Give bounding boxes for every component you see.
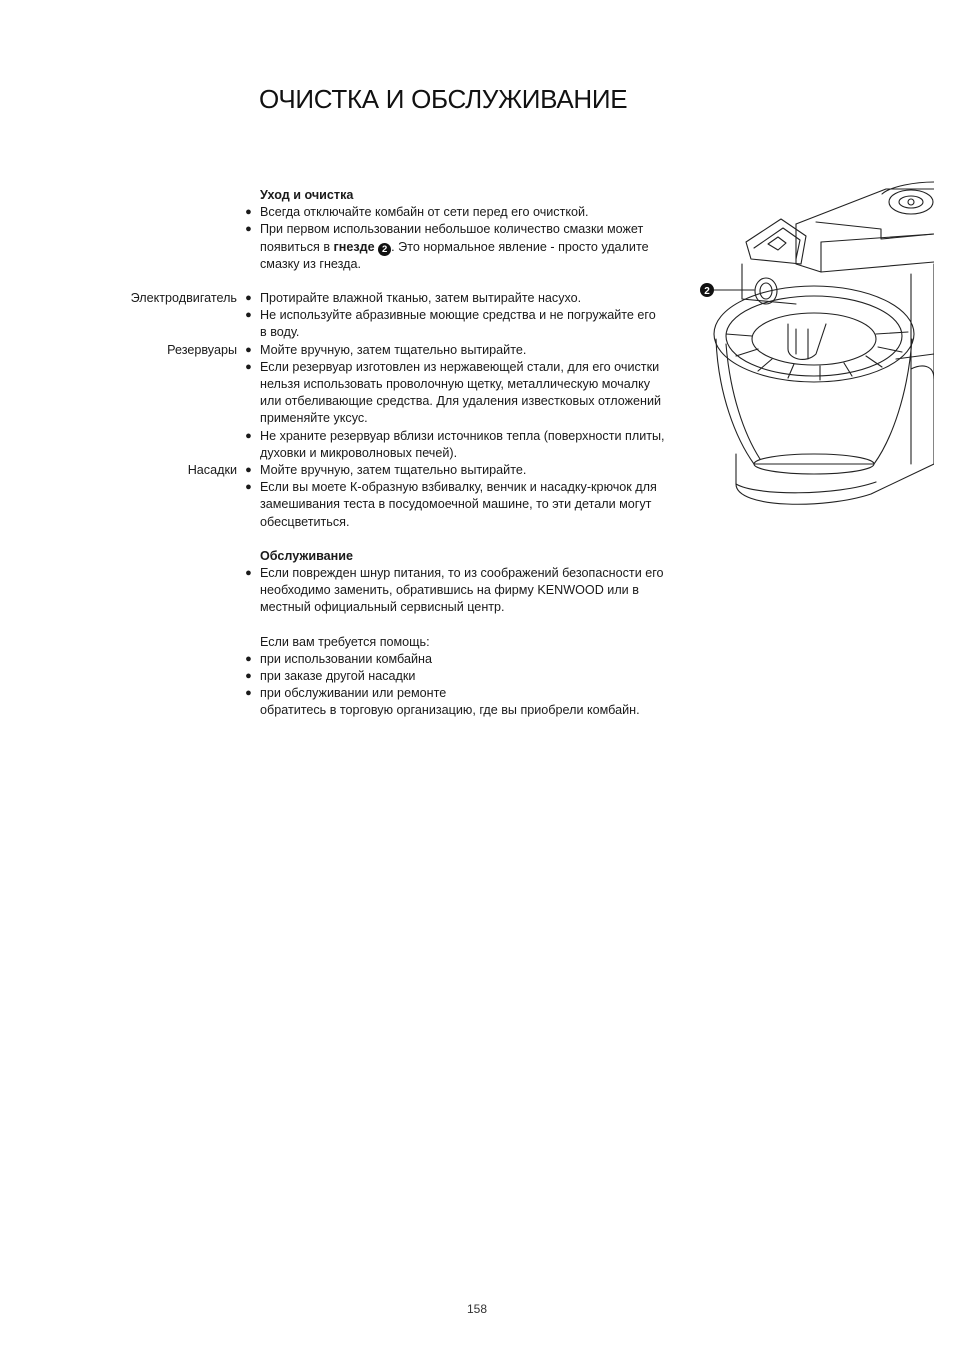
list-item <box>0 479 700 531</box>
outlet-disk-inner <box>899 196 923 208</box>
mixer-illustration <box>696 164 934 534</box>
splash-guard-core <box>752 313 876 365</box>
bullet-icon: ● <box>245 652 252 665</box>
bullet-icon: ● <box>245 223 252 236</box>
care-bullet-1: Всегда отключайте комбайн от сети перед его очисткой. <box>260 205 589 220</box>
bold-term: гнезде <box>333 239 375 254</box>
head-side-edge <box>816 222 934 239</box>
list-item <box>0 428 700 462</box>
splash-guard-ribs <box>726 332 908 380</box>
callout-number: 2 <box>704 286 710 297</box>
text-fragment: . Это нормальное явление - просто удалите <box>391 239 649 254</box>
text-line: в воду. <box>260 325 300 340</box>
help-item-2: при заказе другой насадки <box>260 669 416 684</box>
bullet-icon: ● <box>245 429 252 442</box>
text-line: необходимо заменить, обратившись на фирму KENWOOD или в <box>260 583 639 598</box>
stand-column-detail <box>896 354 934 379</box>
motor-bullet-2 <box>260 307 690 341</box>
text-line: замешивания теста в посудомоечной машине, то эти детали могут <box>260 497 652 512</box>
bullet-icon: ● <box>245 309 252 322</box>
list-item <box>0 290 700 307</box>
list-item <box>0 204 700 221</box>
bowls-bullet-2 <box>260 359 690 428</box>
bullet-icon: ● <box>245 687 252 700</box>
text-line: или отбеливающие средства. Для удаления известковых отложений <box>260 394 662 409</box>
text-line: Если вы моете К-образную взбивалку, венчик и насадку-крючок для <box>260 480 657 495</box>
bullet-icon: ● <box>245 567 252 580</box>
head-top-edge <box>796 189 934 224</box>
text-line: местный официальный сервисный центр. <box>260 600 505 615</box>
head-rear-curve <box>882 182 934 194</box>
help-intro: Если вам требуется помощь: <box>260 634 430 649</box>
bullet-icon: ● <box>245 670 252 683</box>
list-item <box>0 462 700 479</box>
list-item <box>0 668 700 685</box>
section-label-motor: Электродвигатель <box>130 291 237 306</box>
bullet-icon: ● <box>245 481 252 494</box>
text-line: применяйте уксус. <box>260 411 368 426</box>
bullet-icon: ● <box>245 343 252 356</box>
page-number: 158 <box>466 1302 488 1316</box>
tools-bullet-1: Мойте вручную, затем тщательно вытирайте. <box>260 463 527 478</box>
text-fragment: появиться в <box>260 239 334 254</box>
stand-column <box>911 264 934 464</box>
text-line: нельзя использовать проволочную щетку, металлическую мочалку <box>260 377 651 392</box>
text-line: При первом использовании небольшое количество смазки может <box>260 222 644 237</box>
text-line: Если резервуар изготовлен из нержавеющей стали, для его очистки <box>260 359 660 374</box>
main-content <box>0 187 700 720</box>
help-outro-row <box>0 702 700 719</box>
help-item-1: при использовании комбайна <box>260 651 432 666</box>
outlet-center <box>908 199 914 205</box>
list-item <box>0 565 700 617</box>
head-bottom-edge <box>821 262 934 272</box>
text-line: Если поврежден шнур питания, то из соображений безопасности его <box>260 566 664 581</box>
control-button <box>768 237 786 250</box>
tools-bullet-2 <box>260 479 690 531</box>
list-item <box>0 221 700 273</box>
text-line: обесцветиться. <box>260 514 350 529</box>
help-item-3: при обслуживании или ремонте <box>260 686 447 701</box>
bowl-body <box>716 339 912 464</box>
callout-number-badge: 2 <box>378 243 391 256</box>
motor-bullet-1: Протирайте влажной тканью, затем вытирайте насухо. <box>260 291 582 306</box>
list-item <box>0 342 700 359</box>
bowls-bullet-1: Мойте вручную, затем тщательно вытирайте. <box>260 342 527 357</box>
bullet-icon: ● <box>245 464 252 477</box>
beater-inner <box>796 329 808 359</box>
text-line: духовки и микроволновых печей). <box>260 445 458 460</box>
beater-tool <box>788 324 826 359</box>
list-item <box>0 359 700 428</box>
section-label-bowls: Резервуары <box>167 342 237 357</box>
care-heading: Уход и очистка <box>260 188 354 202</box>
service-bullet-1 <box>260 565 690 617</box>
outlet-disk-outer <box>889 190 933 214</box>
service-heading: Обслуживание <box>260 548 354 563</box>
text-line <box>260 239 690 256</box>
stand-base-edge <box>736 482 876 493</box>
text-line: Не используйте абразивные моющие средства и не погружайте его <box>260 308 656 323</box>
page-title: ОЧИСТКА И ОБСЛУЖИВАНИЕ <box>259 84 628 114</box>
section-label-tools: Насадки <box>187 463 237 478</box>
list-item <box>0 307 700 341</box>
control-box <box>746 219 806 264</box>
list-item <box>0 685 700 702</box>
help-intro-row <box>0 634 700 651</box>
stand-base <box>736 454 934 504</box>
care-heading-row <box>0 187 700 204</box>
list-item <box>0 651 700 668</box>
head-mid-edge <box>821 234 934 242</box>
bullet-icon: ● <box>245 292 252 305</box>
help-outro: обратитесь в торговую организацию, где вы приобрели комбайн. <box>260 703 640 718</box>
bullet-icon: ● <box>245 360 252 373</box>
care-bullet-2 <box>260 221 690 273</box>
text-line: смазку из гнезда. <box>260 256 361 271</box>
text-line: Не храните резервуар вблизи источников тепла (поверхности плиты, <box>260 428 665 443</box>
bullet-icon: ● <box>245 206 252 219</box>
service-heading-row <box>0 548 700 565</box>
bowls-bullet-3 <box>260 428 690 462</box>
